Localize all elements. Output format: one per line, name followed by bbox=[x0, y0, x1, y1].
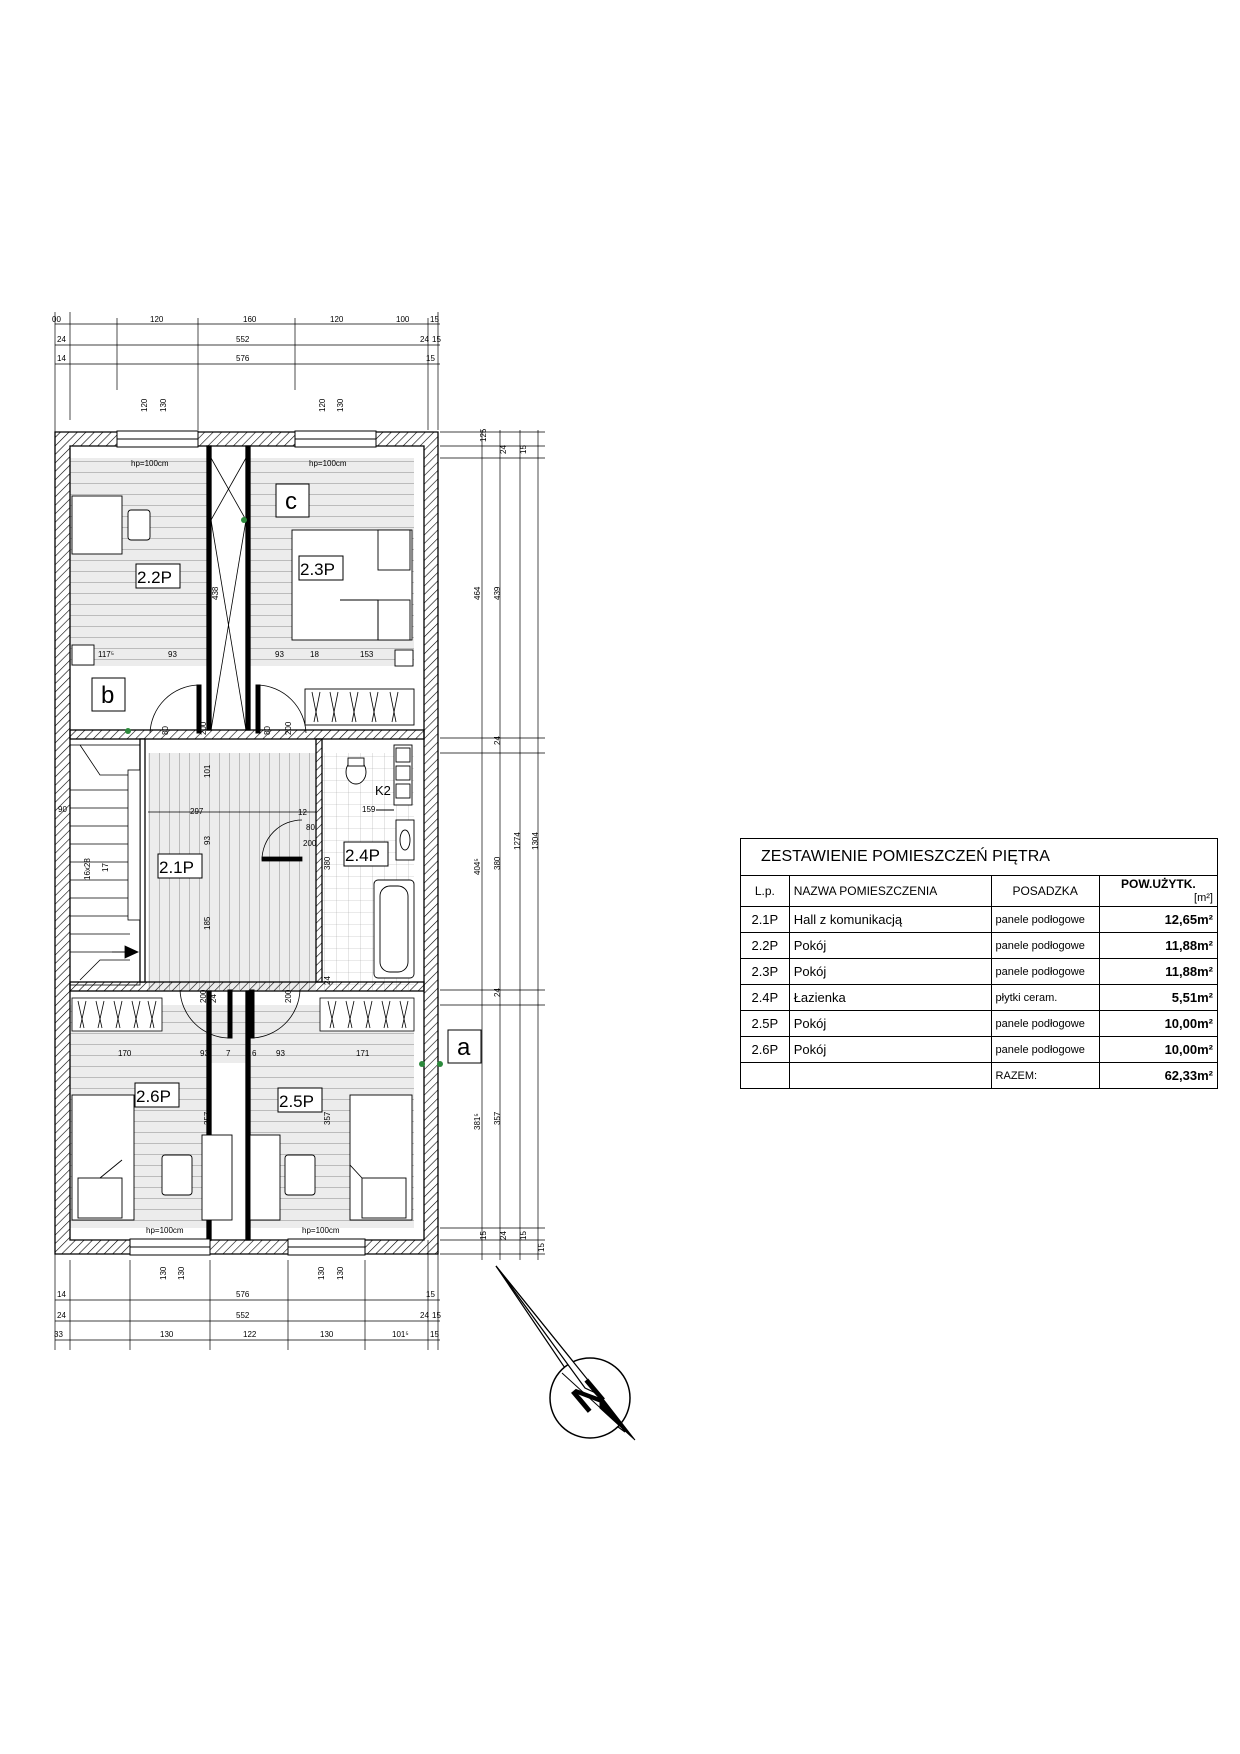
dim-bottom3-122: 122 bbox=[243, 1330, 257, 1339]
furniture-lower bbox=[72, 1095, 412, 1220]
row-area: 12,65m² bbox=[1099, 907, 1217, 933]
dim-bottom2-24: 24 bbox=[57, 1311, 66, 1320]
row-name: Pokój bbox=[789, 933, 991, 959]
room-label-2-6p: 2.6P bbox=[136, 1087, 171, 1106]
header-lp: L.p. bbox=[741, 876, 790, 907]
dim-right-15d: 15 bbox=[537, 1243, 546, 1252]
dim-top2-24b: 24 bbox=[420, 335, 429, 344]
dim-row-bottom-7: 7 bbox=[226, 1049, 231, 1058]
table-row bbox=[741, 1011, 1218, 1037]
desk-2-6p bbox=[202, 1135, 232, 1220]
top-dimensions bbox=[55, 312, 440, 440]
dim-bath-200: 200 bbox=[303, 839, 317, 848]
row-floor: panele podłogowe bbox=[991, 1011, 1099, 1037]
table-row bbox=[741, 959, 1218, 985]
row-lp: 2.2P bbox=[741, 933, 790, 959]
dim-door-200d: 200 bbox=[284, 989, 293, 1003]
table-row bbox=[741, 1037, 1218, 1063]
dim-hall-185: 185 bbox=[203, 916, 212, 930]
dim-right-464: 464 bbox=[473, 586, 482, 600]
dim-bottom3-130b: 130 bbox=[320, 1330, 334, 1339]
row-area: 11,88m² bbox=[1099, 933, 1217, 959]
pillow-top bbox=[378, 530, 410, 570]
dim-bottom1-576: 576 bbox=[236, 1290, 250, 1299]
dim-right-15a: 15 bbox=[519, 445, 528, 454]
row-floor: panele podłogowe bbox=[991, 959, 1099, 985]
cabinet bbox=[72, 645, 94, 665]
dim-win-top-120a: 120 bbox=[140, 398, 149, 412]
dim-row-top-1175: 117⁵ bbox=[98, 650, 115, 659]
row-floor: panele podłogowe bbox=[991, 1037, 1099, 1063]
dim-hall-93: 93 bbox=[203, 836, 212, 845]
dim-hall-101: 101 bbox=[203, 764, 212, 778]
dim-bottom3-1015: 101⁵ bbox=[392, 1330, 409, 1339]
svg-text:00: 00 bbox=[52, 315, 61, 324]
chair-2-6p bbox=[162, 1155, 192, 1195]
dim-bath-380: 380 bbox=[323, 856, 332, 870]
dim-win-top-120b: 120 bbox=[318, 398, 327, 412]
dim-right-3815: 381⁵ bbox=[473, 1113, 482, 1130]
dim-door-200c: 200 bbox=[199, 989, 208, 1003]
dim-top3-576: 576 bbox=[236, 354, 250, 363]
desk-2-5p bbox=[250, 1135, 280, 1220]
dim-right-1304: 1304 bbox=[531, 832, 540, 850]
total-empty-2 bbox=[789, 1063, 991, 1089]
room-label-2-1p: 2.1P bbox=[159, 858, 194, 877]
room-label-2-5p: 2.5P bbox=[279, 1092, 314, 1111]
dim-door-80b: 80 bbox=[263, 726, 272, 735]
dim-top2-24: 24 bbox=[57, 335, 66, 344]
zone-label-c: c bbox=[285, 488, 297, 515]
zone-label-a: a bbox=[457, 1034, 471, 1061]
dim-right-1274: 1274 bbox=[513, 832, 522, 850]
pillow-bottom bbox=[378, 600, 410, 640]
header-name: NAZWA POMIESZCZENIA bbox=[789, 876, 991, 907]
dim-stairs-17: 17 bbox=[101, 863, 110, 872]
row-lp: 2.6P bbox=[741, 1037, 790, 1063]
row-area: 10,00m² bbox=[1099, 1011, 1217, 1037]
header-floor: POSADZKA bbox=[991, 876, 1099, 907]
dim-door-80a: 80 bbox=[161, 726, 170, 735]
room-label-2-4p: 2.4P bbox=[345, 846, 380, 865]
table-row bbox=[741, 907, 1218, 933]
dim-top-120a: 120 bbox=[150, 315, 164, 324]
right-dimensions bbox=[440, 430, 545, 1260]
zone-label-b: b bbox=[101, 682, 115, 709]
total-value: 62,33m² bbox=[1099, 1063, 1217, 1089]
row-lp: 2.3P bbox=[741, 959, 790, 985]
compass-letter: N bbox=[564, 1371, 613, 1422]
table-title: ZESTAWIENIE POMIESZCZEŃ PIĘTRA bbox=[741, 839, 1218, 876]
dim-row-top-153: 153 bbox=[360, 650, 374, 659]
table-total-row bbox=[741, 1063, 1218, 1089]
row-lp: 2.1P bbox=[741, 907, 790, 933]
room-summary-table bbox=[740, 838, 1218, 1089]
dim-row-bottom-171: 171 bbox=[356, 1049, 370, 1058]
dim-bottom1-14: 14 bbox=[57, 1290, 66, 1299]
row-lp: 2.4P bbox=[741, 985, 790, 1011]
dim-row-bottom-170: 170 bbox=[118, 1049, 132, 1058]
room-label-2-2p: 2.2P bbox=[137, 568, 172, 587]
row-floor: panele podłogowe bbox=[991, 933, 1099, 959]
chair-2-5p bbox=[285, 1155, 315, 1195]
table-row bbox=[741, 933, 1218, 959]
header-area-label: POW.UŻYTK. bbox=[1121, 877, 1196, 891]
row-floor: panele podłogowe bbox=[991, 907, 1099, 933]
dim-door-24c: 24 bbox=[209, 994, 218, 1003]
nightstand bbox=[395, 650, 413, 666]
dim-room-357b: 357 bbox=[323, 1111, 332, 1125]
dim-top3-14: 14 bbox=[57, 354, 66, 363]
dim-room-357a: 357 bbox=[203, 1111, 212, 1125]
row-floor: płytki ceram. bbox=[991, 985, 1099, 1011]
dim-row-bottom-6: 6 bbox=[252, 1049, 257, 1058]
dim-row-bottom-93a: 93 bbox=[200, 1049, 209, 1058]
dim-stairs-90: 90 bbox=[58, 805, 67, 814]
table-row bbox=[741, 985, 1218, 1011]
dim-bath-12: 12 bbox=[298, 808, 307, 817]
hp-label-4: hp=100cm bbox=[302, 1226, 340, 1235]
dim-shaft-438: 438 bbox=[211, 586, 220, 600]
dim-right-24d: 24 bbox=[499, 1231, 508, 1240]
row-name: Pokój bbox=[789, 1037, 991, 1063]
total-empty-1 bbox=[741, 1063, 790, 1089]
dim-top-160: 160 bbox=[243, 315, 257, 324]
desk bbox=[72, 496, 122, 554]
header-area-unit: [m²] bbox=[1194, 892, 1213, 904]
dim-top2-552: 552 bbox=[236, 335, 250, 344]
dim-right-125: 125 bbox=[479, 428, 488, 442]
dim-top-15: 15 bbox=[430, 315, 439, 324]
dim-right-4045: 404⁵ bbox=[473, 858, 482, 875]
dim-right-357: 357 bbox=[493, 1111, 502, 1125]
dim-door-200b: 200 bbox=[284, 721, 293, 735]
dim-k2-159: 159 bbox=[362, 805, 376, 814]
compass-icon bbox=[496, 1266, 635, 1440]
dim-top3-15: 15 bbox=[426, 354, 435, 363]
dim-win-bottom-130c: 130 bbox=[317, 1266, 326, 1280]
dim-win-bottom-130a: 130 bbox=[159, 1266, 168, 1280]
row-area: 5,51m² bbox=[1099, 985, 1217, 1011]
k2-label: K2 bbox=[375, 783, 391, 798]
dim-row-bottom-93b: 93 bbox=[276, 1049, 285, 1058]
total-label: RAZEM: bbox=[991, 1063, 1099, 1089]
room-label-2-3p: 2.3P bbox=[300, 560, 335, 579]
row-name: Pokój bbox=[789, 1011, 991, 1037]
dim-right-439: 439 bbox=[493, 586, 502, 600]
dim-bottom3-15: 15 bbox=[430, 1330, 439, 1339]
dim-win-top-130b: 130 bbox=[336, 398, 345, 412]
row-lp: 2.5P bbox=[741, 1011, 790, 1037]
dim-door-200a: 200 bbox=[199, 721, 208, 735]
row-name: Pokój bbox=[789, 959, 991, 985]
dim-row-top-93b: 93 bbox=[275, 650, 284, 659]
dim-door-24d: 24 bbox=[323, 976, 332, 985]
dim-win-top-130a: 130 bbox=[159, 398, 168, 412]
dim-right-380: 380 bbox=[493, 856, 502, 870]
dim-top-100: 100 bbox=[396, 315, 410, 324]
dim-right-24b: 24 bbox=[493, 736, 502, 745]
dim-bottom2-24b: 24 bbox=[420, 1311, 429, 1320]
row-area: 11,88m² bbox=[1099, 959, 1217, 985]
dim-right-24a: 24 bbox=[499, 445, 508, 454]
dim-right-15c: 15 bbox=[519, 1231, 528, 1240]
dim-top-120b: 120 bbox=[330, 315, 344, 324]
row-name: Łazienka bbox=[789, 985, 991, 1011]
dim-bottom3-33: 33 bbox=[54, 1330, 63, 1339]
row-area: 10,00m² bbox=[1099, 1037, 1217, 1063]
dim-right-15b: 15 bbox=[479, 1231, 488, 1240]
chair bbox=[128, 510, 150, 540]
dim-win-bottom-130b: 130 bbox=[177, 1266, 186, 1280]
dim-bottom2-15: 15 bbox=[432, 1311, 441, 1320]
dim-hall-297: 297 bbox=[190, 807, 204, 816]
dim-row-top-18: 18 bbox=[310, 650, 319, 659]
dim-win-bottom-130d: 130 bbox=[336, 1266, 345, 1280]
dim-right-24c: 24 bbox=[493, 988, 502, 997]
hp-label-2: hp=100cm bbox=[309, 459, 347, 468]
hp-label-1: hp=100cm bbox=[131, 459, 169, 468]
dim-top2-15: 15 bbox=[432, 335, 441, 344]
dim-bottom1-15: 15 bbox=[426, 1290, 435, 1299]
row-name: Hall z komunikacją bbox=[789, 907, 991, 933]
dim-bottom2-552: 552 bbox=[236, 1311, 250, 1320]
dim-stairs-16x28: 16x28 bbox=[83, 858, 92, 880]
header-area bbox=[1099, 876, 1217, 907]
hp-label-3: hp=100cm bbox=[146, 1226, 184, 1235]
dim-bath-80: 80 bbox=[306, 823, 315, 832]
dim-bottom3-130a: 130 bbox=[160, 1330, 174, 1339]
dim-row-top-93a: 93 bbox=[168, 650, 177, 659]
